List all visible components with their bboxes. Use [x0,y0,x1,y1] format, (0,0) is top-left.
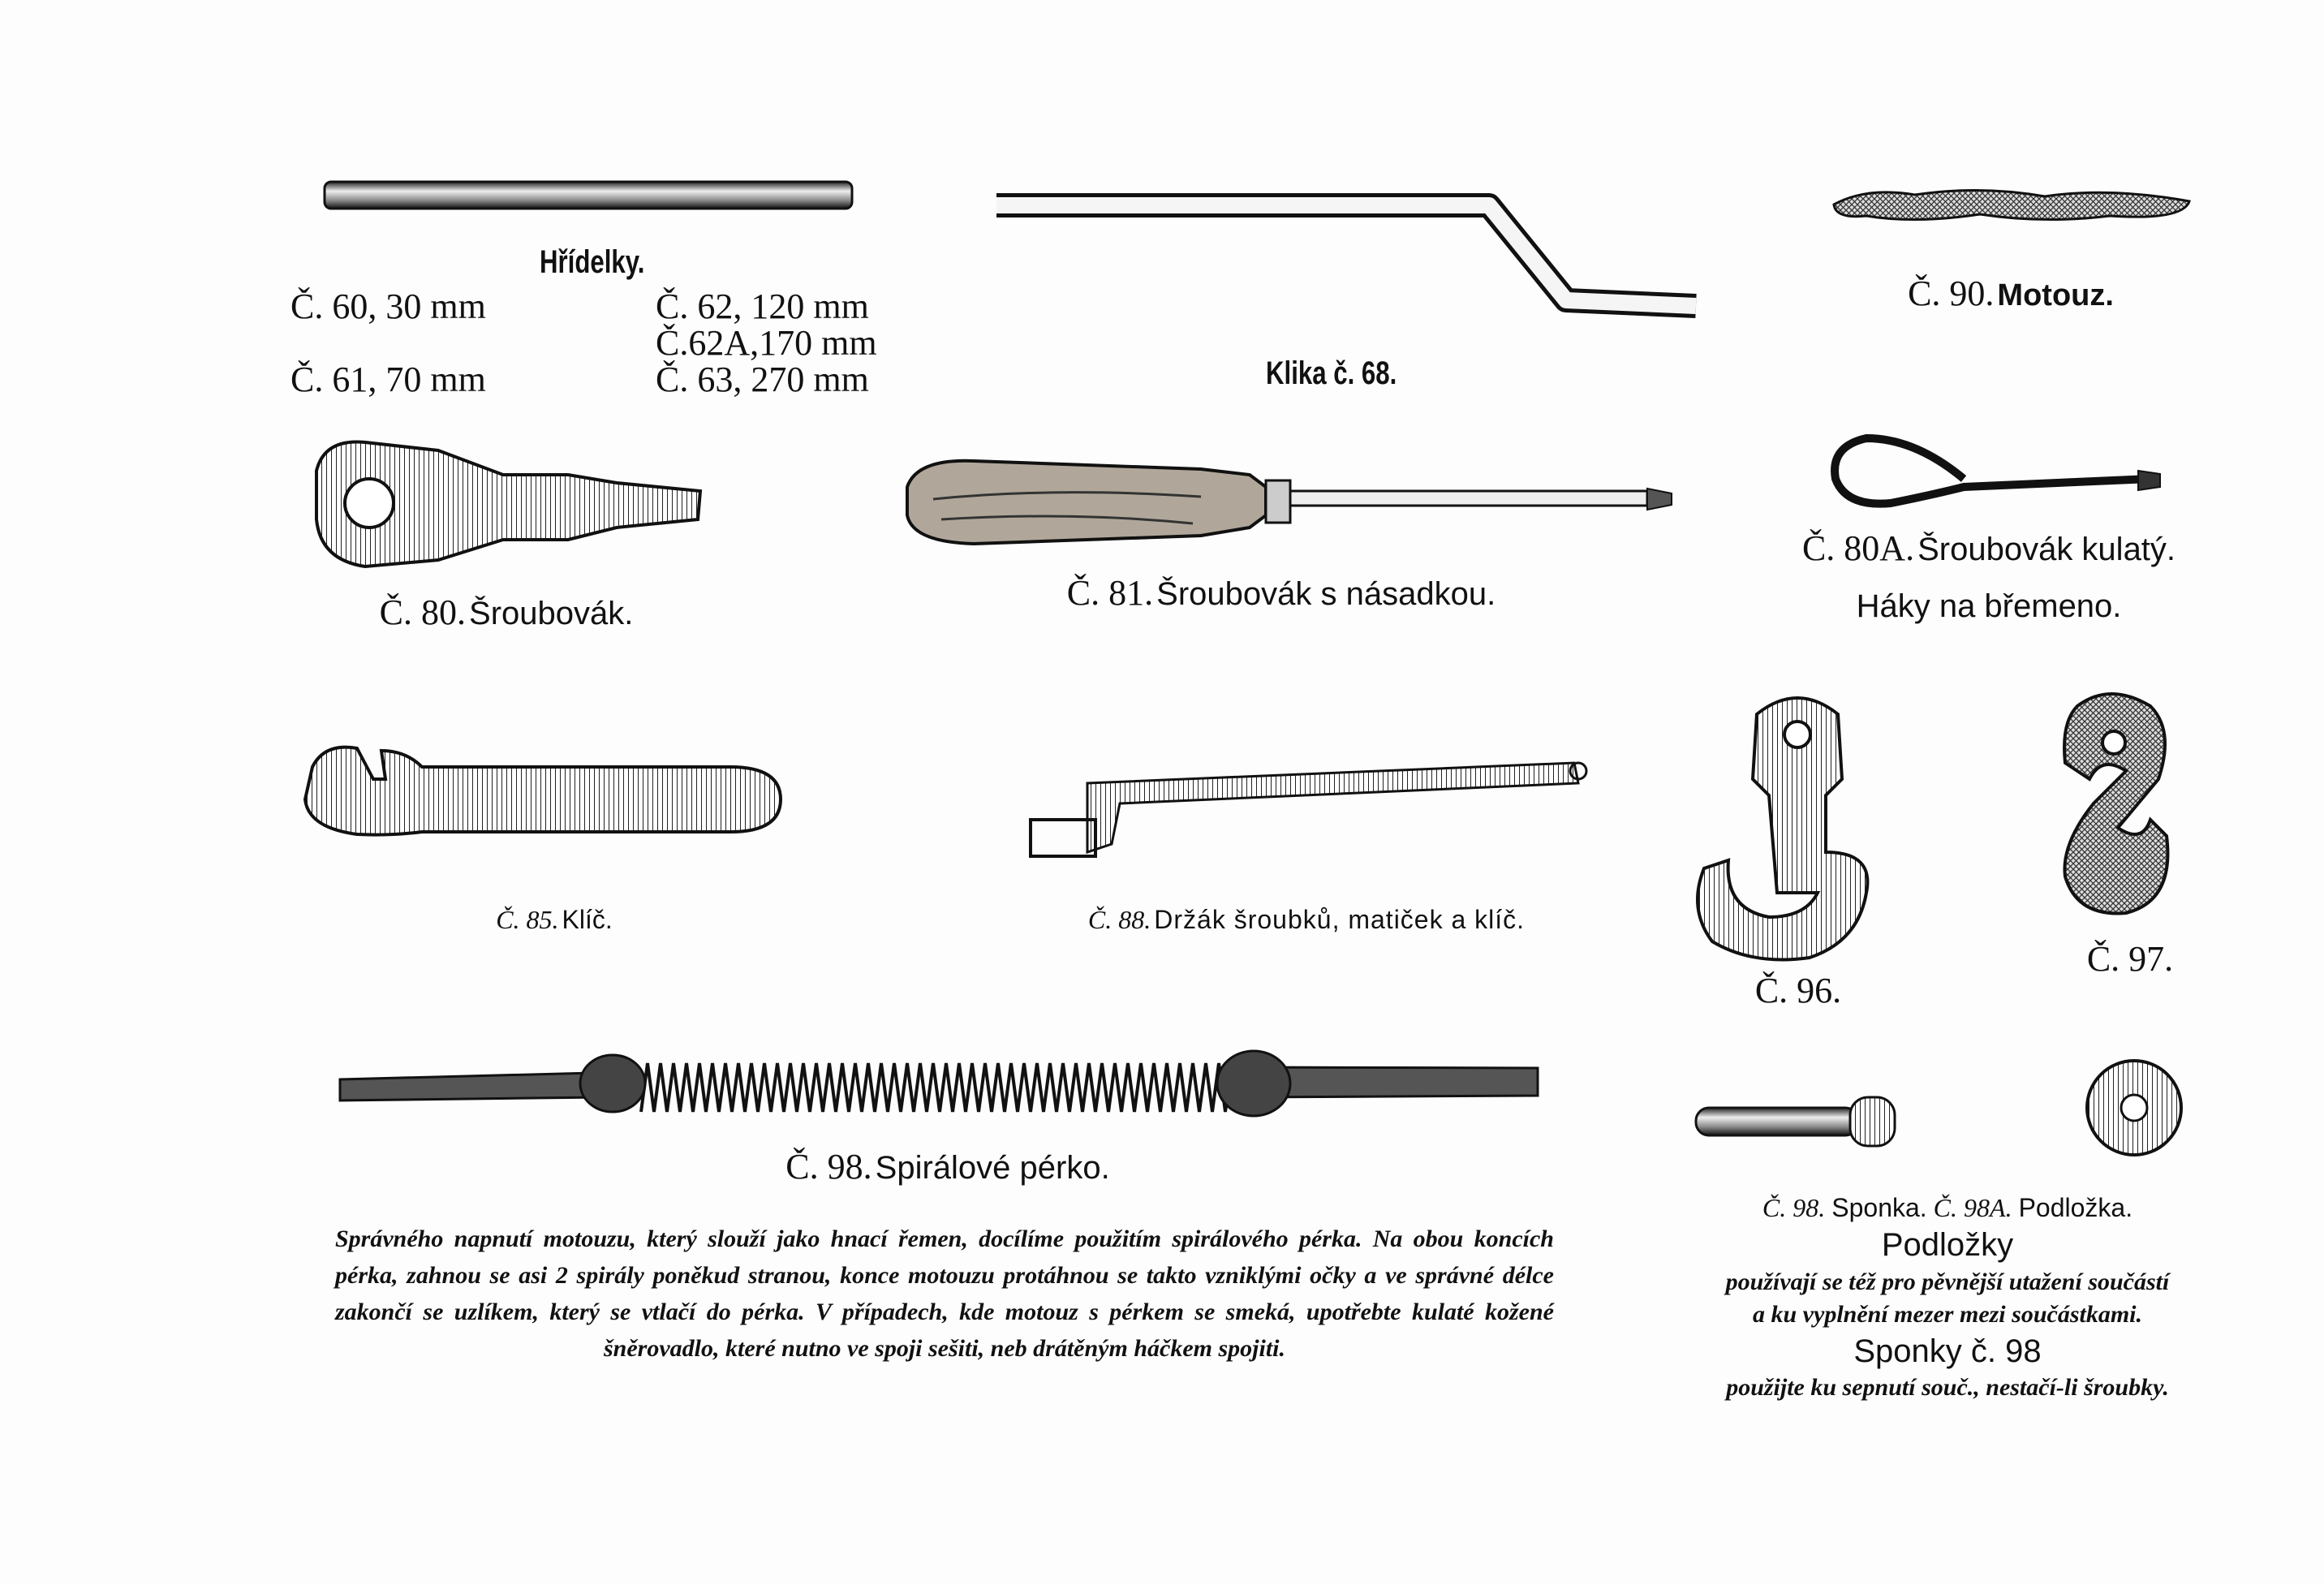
item-name: Držák šroubků, matiček a klíč. [1154,905,1526,934]
spring-coil [641,1063,1238,1112]
shaft-illustration [325,182,852,209]
item-name: Šroubovák s násadkou. [1156,576,1496,612]
shaft-item: Č. 63, 270 mm [656,360,869,399]
crank-label: Klika č. 68. [1266,355,1397,391]
string-illustration [1834,190,2189,219]
item-number: Č. 90. [1908,273,1995,313]
pin-98-illustration [1696,1097,1895,1146]
screwdriver-80a-label [1801,528,2176,568]
screwdriver-81-label [1067,575,1496,611]
item-number: Č. 80A. [1801,528,1915,568]
clips-text: použijte ku sepnutí souč., nestačí-li šroubky. [1726,1374,2169,1401]
holder-88-illustration [1031,763,1586,856]
item-number: Č. 98A. [1933,1193,2012,1222]
spring-98-illustration [340,1051,1538,1116]
clips-caption [1672,1193,2223,1223]
item-name: Spirálové pérko. [875,1150,1110,1186]
wrench-85-illustration [305,747,781,835]
washer-98a-illustration [2087,1061,2181,1155]
item-name: Motouz. [1997,278,2114,312]
string-label [1908,273,2114,313]
shaft-item: Č. 62, 120 mm [656,286,869,326]
washers-title: Podložky [1881,1227,2014,1263]
item-number: Č. 98. [785,1147,872,1187]
item-name: Šroubovák kulatý. [1917,532,2176,567]
item-name: Šroubovák. [469,596,634,631]
washers-text: používají se též pro pěvnější utažení součástí [1725,1268,2170,1295]
shaft-item: Č.62A,170 mm [656,323,877,363]
crank-illustration [996,205,1696,306]
washers-text: a ku vyplnění mezer mezi součástkami. [1753,1301,2142,1328]
hook-96-illustration [1698,698,1867,960]
screwdriver-80-label [379,592,634,632]
hook-97-label: Č. 97. [2086,939,2174,979]
screwdriver-80a-illustration [1835,438,2160,504]
clips-title: Sponky č. 98 [1853,1333,2042,1369]
item-number: Č. 88. [1087,905,1151,934]
item-name: Sponka. [1831,1193,1927,1222]
screwdriver-80-illustration [316,441,700,566]
shafts-title: Hřídelky. [540,244,645,280]
holder-88-label [1088,907,1525,932]
hooks-title: Háky na břemeno. [1856,588,2122,624]
wrench-85-label [496,907,613,932]
hook-97-illustration [2064,694,2167,913]
shaft-item: Č. 60, 30 mm [290,286,486,326]
item-number: Č. 81. [1066,573,1154,613]
item-number: Č. 80. [379,592,467,632]
item-name: Klíč. [562,905,613,934]
screwdriver-81-illustration [907,461,1672,544]
item-name: Podložka. [2018,1193,2133,1222]
shaft-item: Č. 61, 70 mm [290,360,486,399]
spring-98-label [785,1149,1109,1185]
item-number: Č. 85. [496,905,559,934]
hook-96-label: Č. 96. [1754,971,1842,1010]
item-number: Č. 98. [1762,1193,1826,1222]
spring-description: Správného napnutí motouzu, který slouží jako hnací řemen, docílíme použitím spirálového pérka. Na obou koncích pérka, zahnou se asi 2 spirály poněkud stranou, konce motouzu protáhnou se takto vzniklými očky a ve správné délce zakončí se uzlíkem, který se vtlačí do pérka. V případech, kde motouz s pérkem se smeká, upotřebte kulaté kožené šněrovadlo, které nutno ve spoji sešiti, neb drátěným háčkem spojiti. [335,1225,1554,1362]
